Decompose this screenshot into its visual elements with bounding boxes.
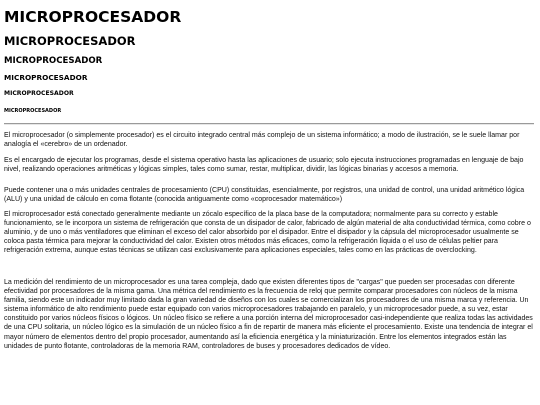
heading-level-3: MICROPROCESADOR: [4, 56, 103, 66]
horizontal-rule: [4, 123, 534, 125]
paragraph-function: Es el encargado de ejecutar los programas, desde el sistema operativo hasta las aplicaciones de usuario; solo ejecuta instrucciones programadas en lenguaje de bajo nivel, realizando operaciones aritméticas y lógicas simples, tales como sumar, restar, multiplicar, dividir, las lógicas binarias y accesos a memoria.: [4, 157, 524, 174]
heading-level-5: MICROPROCESADOR: [4, 90, 74, 97]
heading-level-6: MICROPROCESADOR: [4, 108, 62, 114]
heading-level-1: MICROPROCESADOR: [4, 8, 182, 26]
heading-level-2: MICROPROCESADOR: [4, 34, 136, 48]
paragraph-cooling: El microprocesador está conectado generalmente mediante un zócalo específico de la placa base de la computadora; normalmente para su correcto y estable funcionamiento, se le incorpora un sistema de refrigeración que consta de un disipador de calor, fabricado de algún material de alta conductividad térmica, como cobre o aluminio, y de uno o más ventiladores que eliminan el exceso del calor absorbido por el disipador. Entre el disipador y la cápsula del microprocesador usualmente se coloca pasta térmica para mejorar la conductividad del calor. Existen otros métodos más eficaces, como la refrigeración líquida o el uso de células peltier para refrigeración extrema, aunque estas técnicas se utilizan casi exclusivamente para aplicaciones especiales, tales como en las prácticas de overclocking.: [4, 211, 531, 255]
paragraph-performance: La medición del rendimiento de un microprocesador es una tarea compleja, dado que existen diferentes tipos de "cargas" que pueden ser procesadas con diferente efectividad por procesadores de la misma gama. Una métrica del rendimiento es la frecuencia de reloj que permite comparar procesadores con núcleos de la misma familia, siendo este un indicador muy limitado dada la gran variedad de diseños con los cuales se comercializan los procesadores de una misma marca y referencia. Un sistema informático de alto rendimiento puede estar equipado con varios microprocesadores trabajando en paralelo, y un microprocesador puede, a su vez, estar constituido por varios núcleos físicos o lógicos. Un núcleo físico se refiere a una porción interna del microprocesador casi-independiente que realiza todas las actividades de una CPU solitaria, un núcleo lógico es la simulación de un núcleo físico a fin de repartir de manera más eficiente el procesamiento. Existe una tendencia de integrar el mayor número de elementos dentro del propio procesador, aumentando así la eficiencia energética y la miniaturización. Entre los elementos integrados están las unidades de punto flotante, controladoras de la memoria RAM, controladores de buses y procesadores dedicados de vídeo.: [4, 279, 533, 350]
heading-level-4: MICROPROCESADOR: [4, 73, 88, 82]
paragraph-definition: El microprocesador (o simplemente procesador) es el circuito integrado central más complejo de un sistema informático; a modo de ilustración, se le suele llamar por analogía el «cerebro» de un ordenador.: [4, 132, 520, 149]
paragraph-components: Puede contener una o más unidades centrales de procesamiento (CPU) constituidas, esencialmente, por registros, una unidad de control, una unidad aritmético lógica (ALU) y una unidad de cálculo en coma flotante (conocida antiguamente como «coprocesador matemático»): [4, 187, 525, 204]
